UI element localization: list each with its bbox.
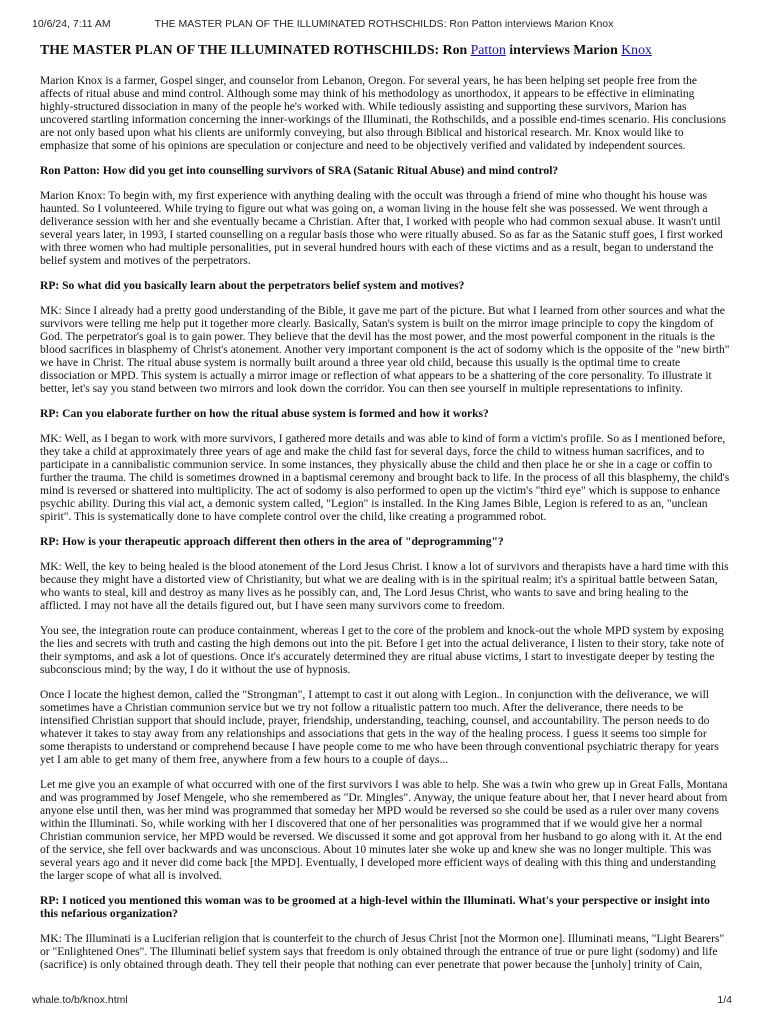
question-paragraph: RP: I noticed you mentioned this woman was to be groomed at a high-level within the Illuminati. What's your perspective or insight into this nefarious organization? bbox=[40, 895, 710, 920]
body-paragraph: Once I locate the highest demon, called the "Strongman", I attempt to cast it out along with Legion.. In conjunction with the deliverance, we will sometimes have a Christian communion service but we try not follow a ritualistic pattern too much. After the deliverance, there needs to be intensified Christian support that should include, prayer, friendship, understanding, teaching, counsel, and accountability. The person needs to do whatever it takes to stay away from any relationships and associations that gets in the way of the healing process. I guess it seems too simple for some therapists to understand or comprehend because I have people come to me who have been through conventional psychiatric therapy for years yet I am able to get many of them free, anywhere from a few hours to a couple of days... bbox=[40, 689, 719, 766]
article bbox=[40, 40, 730, 984]
article-title-ron: Ron bbox=[439, 42, 471, 57]
body-paragraph: MK: Since I already had a pretty good understanding of the Bible, it gave me part of the picture. But what I learned from other sources and what the survivors were telling me help put it together more clearly. Basically, Satan's system is built on the mirror image principle to copy the kingdom of God. The perpetrator's goal is to gain power. They believe that the devil has the most power, and the most powerful component in the rituals is the blood sacrifices in blasphemy of Christ's atonement. Another very important component is the act of sodomy which is the opposite of the "new birth" we have in Christ. The ritual abuse system is normally built around a three year old child, because this usually is the optimal time to create dissociation or MPD. This system is actually a mirror image or reflection of what appears to be a shattering of the core personality. To illustrate it better, let's say you stand between two mirrors and look down the corridor. You can then see yourself in multiple representations to infinity. bbox=[40, 305, 730, 395]
print-footer bbox=[32, 994, 736, 1008]
article-title bbox=[40, 42, 730, 58]
print-url: whale.to/b/knox.html bbox=[32, 994, 128, 1006]
knox-link[interactable]: Knox bbox=[621, 42, 652, 57]
question-paragraph: RP: How is your therapeutic approach different then others in the area of "deprogramming"? bbox=[40, 536, 504, 548]
body-paragraph: Marion Knox: To begin with, my first experience with anything dealing with the occult was through a friend of mine who thought his house was haunted. So I volunteered. While trying to figure out what was going on, a woman living in the house felt she was possessed. We went through a deliverance session with her and she eventually became a Christian. After that, I worked with people who had common sexual abuse. It wasn't until several years later, in 1993, I started counselling on a regular basis those who were ritually abused. So as far as the Satanic stuff goes, I first worked with three women who had multiple personalities, put in several hundred hours with each of these victims and as a result, began to understand the belief system and motives of the perpetrators. bbox=[40, 190, 723, 267]
body-paragraph: You see, the integration route can produce containment, whereas I get to the core of the problem and knock-out the whole MPD system by exposing the lies and secrets with truth and casting the high demons out into the pit. Before I get into the actual deliverance, I listen to their story, take note of their symptoms, and ask a lot of questions. Once it's accurately determined they are ritual abuse victims, I start to investigate deeper by testing the subconscious mind; by the way, I do it without the use of hypnosis. bbox=[40, 625, 725, 676]
question-paragraph: RP: Can you elaborate further on how the ritual abuse system is formed and how it works? bbox=[40, 408, 489, 420]
article-title-main: THE MASTER PLAN OF THE ILLUMINATED ROTHSCHILDS: bbox=[40, 42, 440, 57]
body-paragraph: MK: The Illuminati is a Luciferian religion that is counterfeit to the church of Jesus Christ [not the Mormon one]. Illuminati means, "Light Bearers" or "Enlightened Ones". The Illuminati belief system says that freedom is only obtained through the entrance of true or pure light (sodomy) and life (sacrifice) is only obtained through death. They tell their people that nothing can ever penetrate that power because the [unholy] trinity of Cain, bbox=[40, 933, 725, 971]
article-title-interviews: interviews Marion bbox=[505, 42, 622, 57]
page-number: 1/4 bbox=[717, 994, 732, 1006]
patton-link[interactable]: Patton bbox=[470, 42, 506, 57]
print-date: 10/6/24, 7:11 AM bbox=[32, 18, 111, 30]
print-page-title: THE MASTER PLAN OF THE ILLUMINATED ROTHSCHILDS: Ron Patton interviews Marion Knox bbox=[154, 18, 614, 30]
body-paragraph: MK: Well, the key to being healed is the blood atonement of the Lord Jesus Christ. I know a lot of survivors and therapists have a hard time with this because they might have a distorted view of Christianity, but what we are dealing with is in the spiritual realm; it's a spiritual battle between Satan, who wants to steal, kill and destroy as many lives as he possibly can, and, The Lord Jesus Christ, who wants to save and bring healing to the afflicted. I may not have all the details figured out, but I have seen many survivors come to freedom. bbox=[40, 561, 729, 612]
body-paragraph: MK: Well, as I began to work with more survivors, I gathered more details and was able to kind of form a victim's profile. So as I mentioned before, they take a child at approximately three years of age and make the child fast for several days, force the child to witness human sacrifices, and to participate in a cannibalistic communion service. In some instances, they physically abuse the child and then place he or she in a cage or coffin to further the trauma. The child is sometimes drowned in a baptismal ceremony and brought back to life. In the process of all this blasphemy, the child's mind is reversed or shattered into multiplicity. The act of sodomy is also performed to open up the victim's "third eye" which is suppose to enhance psychic ability. During this vial act, a demonic system called, "Legion" is installed. In the King James Bible, Legion is refered to as an, "unclean spirit". This is systematically done to have complete control over the child, like creating a programmed robot. bbox=[40, 433, 730, 523]
article-body bbox=[40, 75, 730, 972]
body-paragraph: Let me give you an example of what occurred with one of the first survivors I was able to help. She was a twin who grew up in Great Falls, Montana and was programmed by Josef Mengele, who she remembered as "Dr. Mingles". Anyway, the unique feature about her, that I never heard about from anyone else until then, was her mind was programmed that someday her MPD would be reversed so she could be used as a ruler over many covens within the Illuminati. So, while working with her I discovered that one of her personalities was programmed that if we would give her a normal Christian communion service, her MPD would be reversed. We discussed it some and got approval from her husband to go along with it. At the end of the service, she fell over backwards and was unconscious. About 10 minutes later she woke up and knew she was no longer multiple. This was several years ago and it never did come back [the MPD]. Eventually, I developed more efficient ways of dealing with this thing and understanding the larger scope of what all is involved. bbox=[40, 779, 728, 882]
question-paragraph: Ron Patton: How did you get into counselling survivors of SRA (Satanic Ritual Abuse) and mind control? bbox=[40, 165, 559, 177]
print-header bbox=[32, 18, 736, 32]
question-paragraph: RP: So what did you basically learn about the perpetrators belief system and motives? bbox=[40, 280, 465, 292]
body-paragraph: Marion Knox is a farmer, Gospel singer, and counselor from Lebanon, Oregon. For several years, he has been helping set people free from the affects of ritual abuse and mind control. Although some may think of his methodology as unorthodox, it appears to be effective in eliminating highly-structured dissociation in many of the people he's worked with. While tediously assisting and supporting these survivors, Marion has uncovered startling information concerning the inner-workings of the Illuminati, the Rothschilds, and a possible end-times scenario. His conclusions are not only based upon what his clients are uniformly conveying, but also through Biblical and historical research. Mr. Knox would like to emphasize that some of his opinions are speculation or conjecture and need to be objectively verified and validated by independent sources. bbox=[40, 75, 727, 152]
